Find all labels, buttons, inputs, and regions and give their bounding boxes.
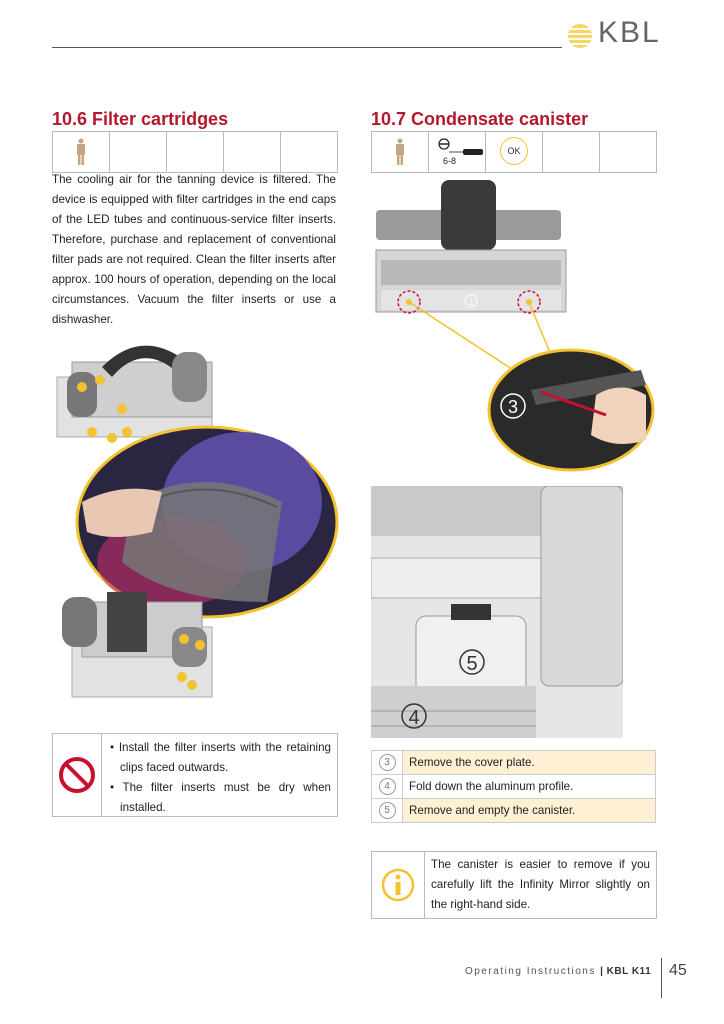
- step-number: 3: [372, 751, 403, 775]
- symbol-cell: [281, 132, 337, 172]
- symbol-cell: [372, 132, 429, 172]
- page-number: 45: [669, 962, 687, 979]
- kbl-logo-icon: [564, 22, 596, 50]
- canister-closeup-illustration: [371, 486, 623, 738]
- canister-device-illustration: [371, 180, 661, 475]
- info-text: The canister is easier to remove if you carefully lift the Infinity Mirror slightly on the right-hand side.: [431, 858, 650, 911]
- section-title-condensate: 10.7 Condensate canister: [371, 109, 589, 129]
- footer-doc-title: Operating Instructions | KBL K11: [465, 966, 652, 977]
- callout-5-label: 5: [466, 653, 478, 675]
- person-icon: [394, 138, 406, 166]
- callout-3-label: 3: [507, 397, 519, 417]
- callout-1-label: 1: [468, 297, 474, 307]
- warning-icon-cell: [53, 734, 102, 816]
- steps-table: [371, 750, 656, 823]
- warning-item: • The filter inserts must be dry when installed.: [110, 781, 331, 814]
- symbol-grid-left: [52, 131, 338, 173]
- symbol-cell: [543, 132, 600, 172]
- symbol-cell: [167, 132, 224, 172]
- warning-list: [102, 734, 337, 816]
- callout-4-label: 4: [408, 707, 420, 729]
- warning-box: [52, 733, 338, 817]
- symbol-cell: [53, 132, 110, 172]
- step-row: [372, 751, 656, 775]
- step-text: Remove and empty the canister.: [403, 799, 656, 823]
- header-rule: [52, 47, 562, 48]
- symbol-cell: [486, 132, 543, 172]
- symbol-cell: [110, 132, 167, 172]
- info-icon-cell: [372, 852, 425, 918]
- step-row: [372, 799, 656, 823]
- brand-name: KBL: [598, 16, 661, 49]
- filter-illustration: [52, 332, 340, 722]
- step-text: Remove the cover plate.: [403, 751, 656, 775]
- ok-badge: OK: [500, 137, 528, 165]
- step-number: 5: [372, 799, 403, 823]
- symbol-cell: [429, 132, 486, 172]
- person-icon: [75, 138, 87, 166]
- filter-paragraph: The cooling air for the tanning device is filtered. The device is equipped with filter cartridges in the end caps of the LED tubes and continuous-service filter inserts. Therefore, purchase and replacement of conventional filter pads are not required. Clean the filter inserts after approx. 100 hours of operation, depending on the local circumstances. Vacuum the filter inserts or use a dishwasher.: [52, 173, 336, 326]
- tool-size-label: 6-8: [443, 156, 457, 166]
- info-box: [371, 851, 657, 919]
- symbol-grid-right: [371, 131, 657, 173]
- prohibition-icon: [58, 756, 96, 794]
- info-icon: [380, 867, 416, 903]
- step-text: Fold down the aluminum profile.: [403, 775, 656, 799]
- symbol-cell: [224, 132, 281, 172]
- step-number: 4: [372, 775, 403, 799]
- symbol-cell: [600, 132, 656, 172]
- section-title-filter: 10.6 Filter cartridges: [52, 109, 229, 129]
- step-row: [372, 775, 656, 799]
- footer-divider: [661, 958, 662, 998]
- warning-item: • Install the filter inserts with the retaining clips faced outwards.: [110, 741, 331, 774]
